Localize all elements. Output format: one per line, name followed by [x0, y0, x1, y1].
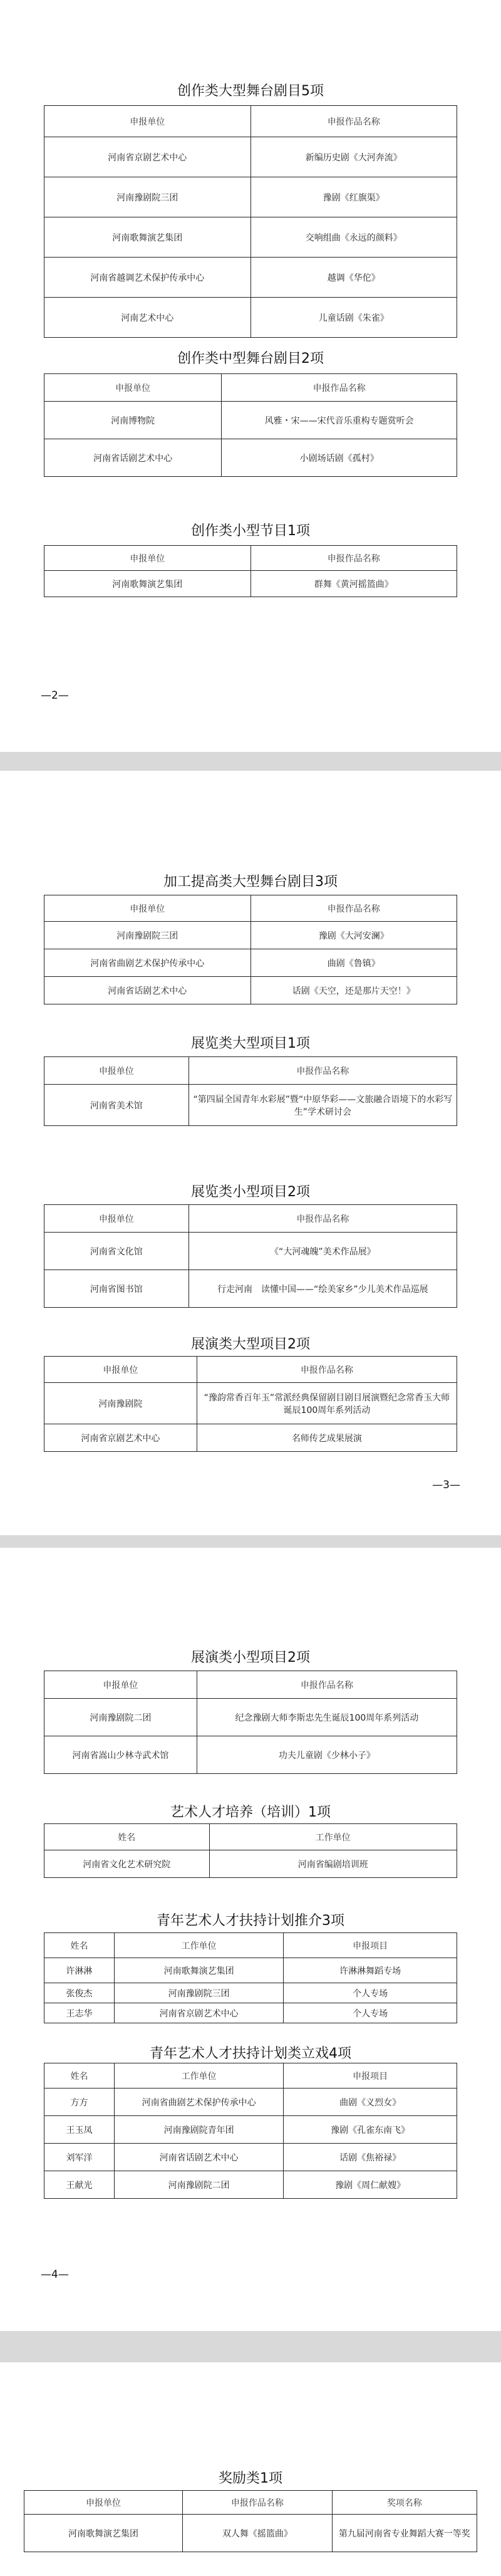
- table-row: 河南省文化馆 《“大河魂魄”美术作品展》: [44, 1233, 457, 1270]
- creation-large-stage-table: [44, 105, 457, 338]
- section-title: 展览类大型项目1项: [191, 1036, 310, 1051]
- section-title: 展览类小型项目2项: [191, 1184, 310, 1200]
- table-row: 河南豫剧院三团 豫剧《红旗渠》: [44, 177, 457, 217]
- performance-large-table: [44, 1356, 457, 1452]
- table-header: 申报单位: [44, 1357, 197, 1383]
- youth-talent-promotion-table: [44, 1932, 457, 2023]
- table-row: 河南省图书馆 行走河南 读懂中国——“绘美家乡”少儿美术作品巡展: [44, 1270, 457, 1308]
- document-page-2: [0, 0, 501, 752]
- document-page-4: [0, 1548, 501, 2331]
- table-row: 河南豫剧院三团 豫剧《大河安澜》: [44, 922, 457, 949]
- table-row: 张俊杰 河南豫剧院三团 个人专场: [44, 1983, 457, 2003]
- creation-medium-stage-table: [44, 373, 457, 477]
- table-row: 河南省京剧艺术中心 名师传艺成果展演: [44, 1424, 457, 1452]
- table-row: 河南省越调艺术保护传承中心 越调《华佗》: [44, 258, 457, 298]
- table-row: 河南歌舞演艺集团 双人舞《摇篮曲》 第九届河南省专业舞蹈大赛一等奖: [24, 2515, 477, 2552]
- table-header: 申报作品名称: [222, 374, 457, 402]
- section-title: 创作类大型舞台剧目5项: [177, 83, 324, 99]
- table-header: 申报作品名称: [197, 1357, 457, 1383]
- table-row: 河南歌舞演艺集团 群舞《黄河摇篮曲》: [44, 571, 457, 597]
- table-row: 河南歌舞演艺集团 交响组曲《永远的颜料》: [44, 217, 457, 258]
- table-row: 河南豫剧院 “豫韵常香百年玉”常派经典保留剧目剧目展演暨纪念常香玉大师诞辰100周年系列活动: [44, 1383, 457, 1424]
- table-header: 申报单位: [24, 2491, 183, 2515]
- table-row: 河南省嵩山少林寺武术馆 功夫儿童剧《少林小子》: [44, 1736, 457, 1774]
- table-header: 申报作品名称: [189, 1057, 457, 1085]
- table-row: 王志华 河南省京剧艺术中心 个人专场: [44, 2003, 457, 2023]
- table-row: 河南省话剧艺术中心 小剧场话剧《孤村》: [44, 439, 457, 477]
- table-row: 王献光 河南豫剧院二团 豫剧《周仁献嫂》: [44, 2171, 457, 2199]
- table-row: 河南省曲剧艺术保护传承中心 曲剧《鲁镇》: [44, 949, 457, 977]
- improvement-large-stage-table: [44, 895, 457, 1004]
- performance-small-table: [44, 1671, 457, 1774]
- table-row: 方方 河南省曲剧艺术保护传承中心 曲剧《义烈女》: [44, 2088, 457, 2116]
- exhibition-small-table: [44, 1204, 457, 1308]
- table-header: 申报作品名称: [197, 1671, 457, 1699]
- table-row: 河南省美术馆 “第四届全国青年水彩展”暨“中原华彩——文旅融合语境下的水彩写生”学术研讨会: [44, 1085, 457, 1126]
- exhibition-large-table: [44, 1056, 457, 1126]
- page-number: —3—: [432, 1479, 460, 1491]
- table-header: 申报作品名称: [250, 546, 457, 571]
- table-header: 姓名: [44, 1824, 210, 1850]
- table-row: 刘军洋 河南省话剧艺术中心 话剧《焦裕禄》: [44, 2144, 457, 2171]
- table-header: 申报项目: [284, 2063, 457, 2088]
- section-title: 青年艺术人才扶持计划类立戏4项: [150, 2046, 351, 2062]
- document-page-3: [0, 771, 501, 1535]
- page-number: —2—: [41, 689, 69, 702]
- section-title: 展演类大型项目2项: [191, 1337, 310, 1352]
- table-header: 申报作品名称: [183, 2491, 333, 2515]
- section-title: 加工提高类大型舞台剧目3项: [163, 874, 338, 890]
- table-header: 申报项目: [284, 1933, 457, 1958]
- table-header: 工作单位: [209, 1824, 457, 1850]
- section-title: 奖励类1项: [219, 2471, 282, 2486]
- table-header: 申报单位: [44, 1057, 189, 1085]
- table-header: 申报单位: [44, 546, 251, 571]
- table-header: 奖项名称: [332, 2491, 477, 2515]
- table-header: 申报单位: [44, 895, 251, 922]
- table-header: 申报单位: [44, 1671, 197, 1699]
- section-title: 艺术人才培养（培训）1项: [170, 1805, 331, 1820]
- table-header: 申报作品名称: [250, 895, 457, 922]
- award-table: [24, 2490, 477, 2552]
- table-row: 河南省文化艺术研究院 河南省编剧培训班: [44, 1850, 457, 1878]
- table-header: 申报单位: [44, 374, 222, 402]
- document-page-5: [0, 2362, 501, 2576]
- table-row: 河南省话剧艺术中心 话剧《天空，还是那片天空！》: [44, 977, 457, 1004]
- section-title: 青年艺术人才扶持计划推介3项: [157, 1913, 344, 1929]
- table-row: 河南豫剧院二团 纪念豫剧大师李斯忠先生诞辰100周年系列活动: [44, 1699, 457, 1736]
- table-row: 王玉凤 河南豫剧院青年团 豫剧《孔雀东南飞》: [44, 2116, 457, 2144]
- table-header: 姓名: [44, 2063, 115, 2088]
- table-header: 申报单位: [44, 1205, 189, 1233]
- table-header: 姓名: [44, 1933, 115, 1958]
- table-row: 河南省京剧艺术中心 新编历史剧《大河奔流》: [44, 137, 457, 177]
- talent-training-table: [44, 1823, 457, 1878]
- table-header: 工作单位: [115, 2063, 284, 2088]
- youth-talent-production-table: [44, 2063, 457, 2199]
- section-title: 展演类小型项目2项: [191, 1650, 310, 1666]
- creation-small-program-table: [44, 545, 457, 597]
- table-header: 申报作品名称: [189, 1205, 457, 1233]
- page-number: —4—: [41, 2268, 69, 2281]
- table-row: 河南艺术中心 儿童话剧《朱雀》: [44, 298, 457, 338]
- table-header: 申报作品名称: [250, 106, 457, 137]
- table-row: 河南博物院 风雅・宋——宋代音乐重构专题赏听会: [44, 402, 457, 439]
- table-header: 申报单位: [44, 106, 251, 137]
- section-title: 创作类小型节目1项: [191, 523, 310, 539]
- section-title: 创作类中型舞台剧目2项: [177, 351, 324, 367]
- table-header: 工作单位: [115, 1933, 284, 1958]
- table-row: 许淋淋 河南歌舞演艺集团 许淋淋舞蹈专场: [44, 1958, 457, 1983]
